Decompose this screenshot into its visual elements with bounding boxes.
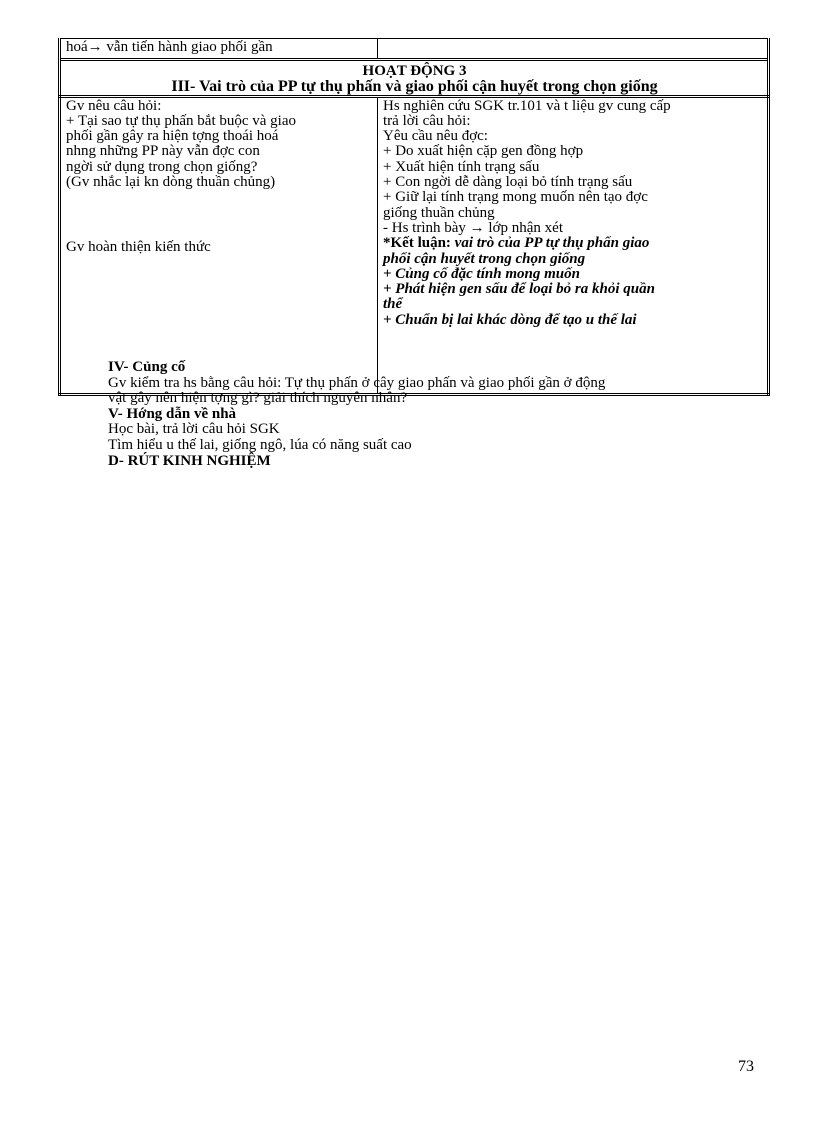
lesson-sections: [108, 360, 768, 469]
student-line: + Xuất hiện tính trạng sấu: [383, 158, 540, 175]
teacher-line: nhng những PP này vẫn đợc con: [66, 143, 260, 160]
teacher-line: ngời sử dụng trong chọn giống?: [66, 158, 258, 175]
student-line: + Con ngời dễ dàng loại bỏ tính trạng sấu: [383, 174, 633, 191]
teacher-line: phối gần gây ra hiện tợng thoái hoá: [66, 128, 279, 145]
student-line: Hs nghiên cứu SGK tr.101 và t liệu gv cung cấp: [383, 97, 671, 114]
conclusion-item: + Củng cố đặc tính mong muốn: [383, 265, 580, 282]
section-heading-review: IV- Củng cố: [108, 359, 186, 375]
conclusion-item: + Chuẩn bị lai khác dòng để tạo u thế lai: [383, 311, 637, 328]
continue-right-cell: [378, 39, 769, 60]
activity-title: HOẠT ĐỘNG 3: [362, 63, 467, 79]
student-column: [378, 96, 769, 394]
activity-header-row: [60, 60, 769, 97]
conclusion-text: vai trò của PP tự thụ phấn giao: [450, 235, 650, 252]
page-number: 73: [738, 1058, 754, 1075]
student-line: trả lời câu hỏi:: [383, 112, 471, 129]
section-heading-experience: D- RÚT KINH NGHIỆM: [108, 452, 271, 469]
section-heading-homework: V- Hớng dẫn về nhà: [108, 405, 237, 422]
homework-line: Học bài, trả lời câu hỏi SGK: [108, 421, 280, 438]
student-line: + Giữ lại tính trạng mong muốn nên tạo đợc: [383, 189, 648, 206]
continue-left-cell: hoá→ vẫn tiến hành giao phối gần: [60, 39, 378, 60]
teacher-conclusion: Gv hoàn thiện kiến thức: [66, 239, 211, 256]
conclusion-label: *Kết luận:: [383, 235, 451, 252]
student-line: giống thuần chủng: [383, 204, 495, 221]
activity-subtitle: III- Vai trò của PP tự thụ phấn và giao phối cận huyết trong chọn giống: [171, 78, 658, 96]
activity-body-row: [60, 96, 769, 394]
review-line: Gv kiểm tra hs bằng câu hỏi: Tự thụ phấn ở cây giao phấn và giao phối gần ở động: [108, 374, 606, 391]
teacher-column: [60, 96, 378, 394]
conclusion-line: [383, 236, 763, 251]
student-line: Yêu cầu nêu đợc:: [383, 128, 488, 145]
conclusion-item: + Phát hiện gen sấu để loại bỏ ra khỏi quần: [383, 281, 655, 298]
teacher-line: (Gv nhắc lại kn dòng thuần chủng): [66, 174, 276, 191]
review-line: vật gây nên hiện tợng gì? giải thích nguyên nhân?: [108, 390, 408, 407]
conclusion-line: phối cận huyết trong chọn giống: [383, 250, 586, 267]
teacher-line: Gv nêu câu hỏi:: [66, 97, 162, 114]
spacer: [66, 190, 373, 240]
student-line: + Do xuất hiện cặp gen đồng hợp: [383, 143, 584, 160]
activity-header-cell: [60, 60, 769, 97]
table-row-continue: [60, 39, 769, 60]
conclusion-item: thể: [383, 296, 403, 313]
teacher-line: + Tại sao tự thụ phấn bắt buộc và giao: [66, 112, 297, 129]
homework-line: Tìm hiểu u thế lai, giống ngô, lúa có năng suất cao: [108, 436, 412, 453]
lesson-table: [58, 38, 770, 396]
student-line: - Hs trình bày → lớp nhận xét: [383, 219, 563, 236]
